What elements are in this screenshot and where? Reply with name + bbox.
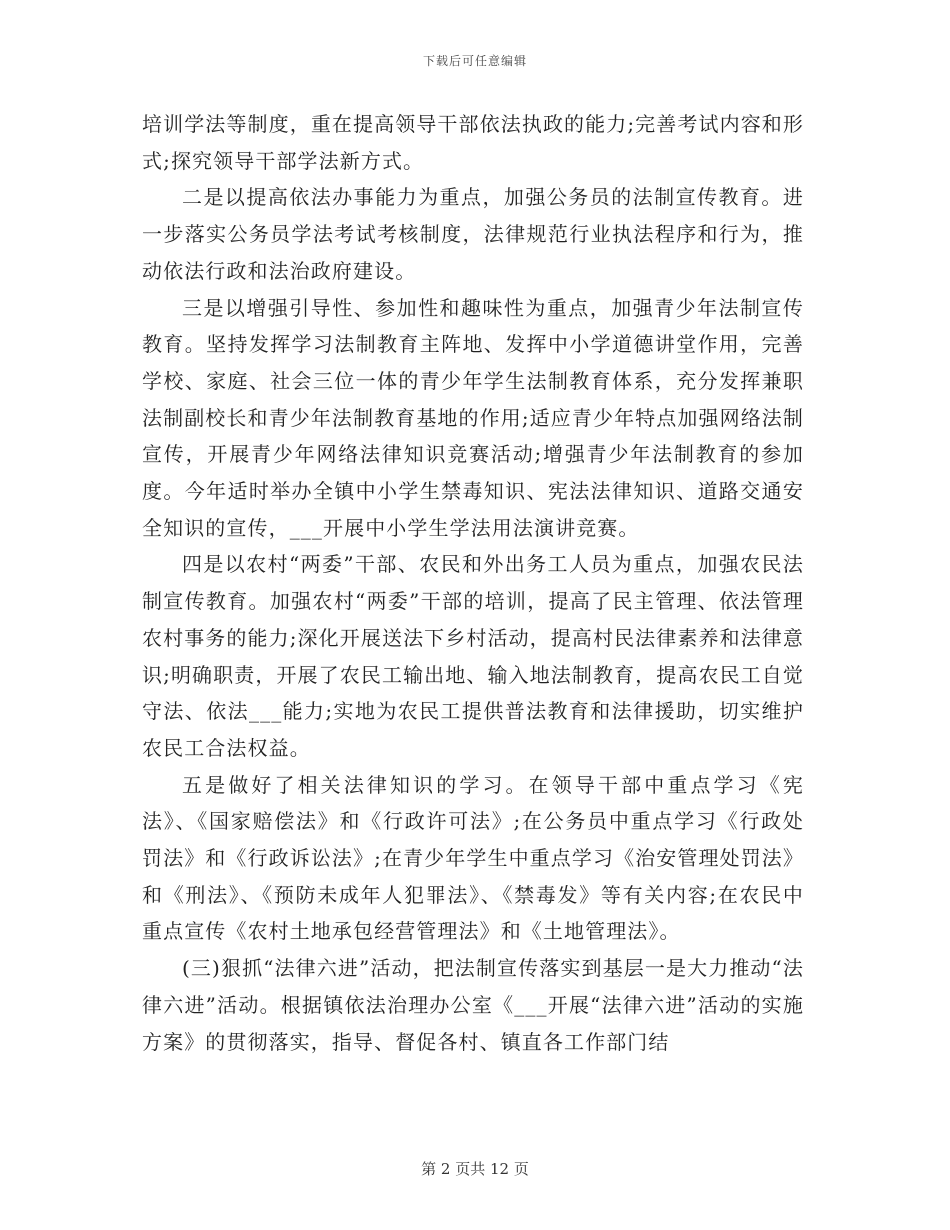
paragraph-1: 培训学法等制度，重在提高领导干部依法执政的能力;完善考试内容和形式;探究领导干部学法新方式。 [142,112,804,173]
paragraph-4: 四是以农村“两委”干部、农民和外出务工人员为重点，加强农民法制宣传教育。加强农村“两委”干部的培训，提高了民主管理、依法管理农村事务的能力;深化开展送法下乡村活动，提高村民法律素养和法律意识;明确职责，开展了农民工输出地、输入地法制教育，提高农民工自觉守法、依法___能力;实地为农民工提供普法教育和法律援助，切实维护农民工合法权益。 [142,552,804,760]
paragraph-5: 五是做好了相关法律知识的学习。在领导干部中重点学习《宪法》、《国家赔偿法》和《行政许可法》;在公务员中重点学习《行政处罚法》和《行政诉讼法》;在青少年学生中重点学习《治安管理处罚法》和《刑法》、《预防未成年人犯罪法》、《禁毒发》等有关内容;在农民中重点宣传《农村土地承包经营管理法》和《土地管理法》。 [142,772,804,944]
paragraph-6: (三)狠抓“法律六进”活动，把法制宣传落实到基层一是大力推动“法律六进”活动。根据镇依法治理办公室《___开展“法律六进”活动的实施方案》的贯彻落实，指导、督促各村、镇直各工作部门结 [142,956,804,1054]
document-body [142,106,804,1060]
page-header: 下载后可任意编辑 [422,54,527,68]
page-number-footer: 第 2 页共 12 页 [421,1160,529,1178]
paragraph-3: 三是以增强引导性、参加性和趣味性为重点，加强青少年法制宣传教育。坚持发挥学习法制教育主阵地、发挥中小学道德讲堂作用，完善学校、家庭、社会三位一体的青少年学生法制教育体系，充分发挥兼职法制副校长和青少年法制教育基地的作用;适应青少年特点加强网络法制宣传，开展青少年网络法律知识竞赛活动;增强青少年法制教育的参加度。今年适时举办全镇中小学生禁毒知识、宪法法律知识、道路交通安全知识的宣传，___开展中小学生学法用法演讲竞赛。 [142,295,804,540]
paragraph-2: 二是以提高依法办事能力为重点，加强公务员的法制宣传教育。进一步落实公务员学法考试考核制度，法律规范行业执法程序和行为，推动依法行政和法治政府建设。 [142,185,804,283]
